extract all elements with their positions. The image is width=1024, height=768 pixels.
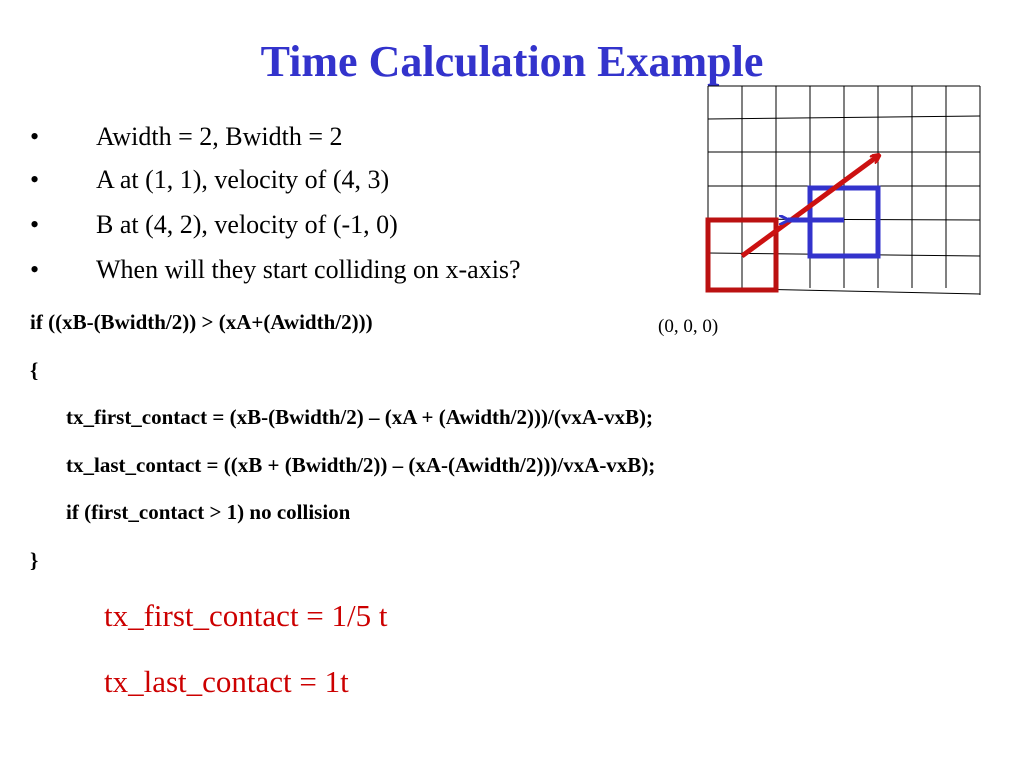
code-close-brace: } [30, 548, 39, 572]
origin-label: (0, 0, 0) [658, 316, 719, 337]
bullet-mark: • [30, 210, 40, 239]
code-open-brace: { [30, 358, 39, 382]
bullet-text: A at (1, 1), velocity of (4, 3) [96, 165, 390, 194]
code-if-condition: if ((xB-(Bwidth/2)) > (xA+(Awidth/2))) [30, 310, 373, 334]
result-last-contact: tx_last_contact = 1t [104, 664, 349, 699]
bullet-text: Awidth = 2, Bwidth = 2 [96, 122, 343, 151]
bullet-mark: • [30, 255, 40, 284]
code-last-contact: tx_last_contact = ((xB + (Bwidth/2)) – (xA-(Awidth/2)))/vxA-vxB); [66, 453, 656, 477]
bullet-text: B at (4, 2), velocity of (-1, 0) [96, 210, 398, 239]
bullet-text: When will they start colliding on x-axis? [96, 255, 521, 284]
collision-diagram [690, 80, 990, 304]
code-no-collision: if (first_contact > 1) no collision [66, 500, 351, 524]
code-first-contact: tx_first_contact = (xB-(Bwidth/2) – (xA + (Awidth/2)))/(vxA-vxB); [66, 405, 653, 429]
bullet-mark: • [30, 165, 40, 194]
slide-title: Time Calculation Example [260, 37, 764, 86]
bullet-mark: • [30, 122, 40, 151]
result-first-contact: tx_first_contact = 1/5 t [104, 598, 388, 633]
